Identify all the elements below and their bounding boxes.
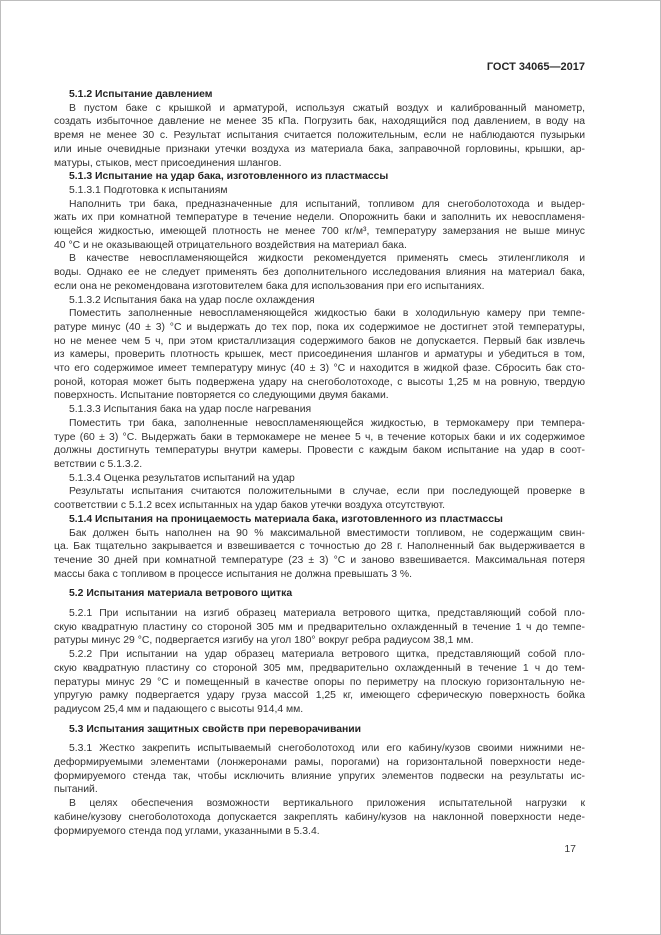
paragraph [54,797,585,838]
subclause-heading [54,294,585,308]
paragraph [54,648,585,717]
text-line: но не менее чем 5 ч, при этом кристаллизация содержимого баков не допускается. Первый бак извлечь [54,335,585,347]
page-number: 17 [564,843,576,855]
standard-number: ГОСТ 34065—2017 [486,61,585,73]
text-line: течение 30 дней при комнатной температуре (23 ± 3) °С и заново взвешивается. Максимальная потеря [54,554,585,566]
clause-heading [54,513,585,527]
text-line: деформируемыми элементами (лонжеронами рамы, порогами) на горизонтальной поверхности неде- [54,757,585,769]
text-line: Поместить заполненные невоспламеняющейся жидкостью баки в холодильную камеру при темпе- [69,308,585,320]
section-heading [54,587,585,601]
paragraph [54,607,585,648]
text-line: 5.1.3.2 Испытания бака на удар после охлаждения [69,294,315,306]
text-line: 5.3.1 Жестко закрепить испытываемый снегоболотоход или его кабину/кузов своими нижними не- [69,743,585,755]
clause-heading [54,170,585,184]
text-line: пытаний. [54,784,98,796]
text-line: из камеры, проверить плотность крышек, мест присоединения шлангов и арматуры и убедиться в том, [54,349,585,361]
paragraph [54,198,585,253]
text-line: ветствии с 5.1.3.2. [54,458,143,470]
paragraph [54,307,585,403]
text-line: В пустом баке с крышкой и арматурой, используя сжатый воздух и калиброванный манометр, [69,102,585,114]
text-line: роной, которая может быть подвержена удару на снегоболотоходе, с высоты 1,25 м на ровную, твердую [54,376,585,388]
subclause-heading [54,472,585,486]
text-line: соответствии с 5.1.2 всех испытанных на удар баков утечки воздуха отсутствуют. [54,500,446,512]
text-line: жать их при комнатной температуре в течение недели. Опорожнить баки и заполнить их невоспламеня- [54,212,585,224]
text-line: если она не рекомендована изготовителем бака для использования при его испытаниях. [54,280,485,292]
paragraph [54,417,585,472]
text-line: Бак должен быть наполнен на 90 % максимальной вместимости топливом, не содержащим свин- [69,527,585,539]
text-line: должны достигнуть температуры внутри камеры. Провести с каждым баком испытание на удар в соот- [54,445,585,457]
clause-heading [54,88,585,102]
text-line: 5.1.2 Испытание давлением [69,89,213,100]
text-line: 40 °С и не оказывающей отрицательного воздействия на материал бака. [54,239,407,251]
text-line: воды. Однако ее не следует применять без дополнительного исследования влияния на материал бака, [54,267,585,279]
paragraph [54,252,585,293]
text-line: радиусом 25,4 мм и падающего с высоты 914,4 мм. [54,703,304,715]
text-line: 5.1.3.3 Испытания бака на удар после нагревания [69,404,312,416]
text-line: В целях обеспечения возможности вертикального приложения испытательной нагрузки к [69,798,585,810]
paragraph [54,102,585,171]
text-line: 5.2 Испытания материала ветрового щитка [69,588,293,600]
text-line: создать избыточное давление не менее 35 кПа. Погрузить бак, находящийся под давлением, в воду на [54,116,585,128]
text-line: скую квадратную пластину со стороной 305 мм и предварительно охлажденный в течение 1 ч до темпе- [54,621,585,633]
text-line: В качестве невоспламеняющейся жидкости рекомендуется применять смесь этиленгликоля и [69,253,585,265]
text-line: формируемого стенда так, чтобы исключить влияние упругих элементов подвески на результаты ис- [54,770,585,782]
text-line: ратуры минус 29 °С, подвергается изгибу на угол 180° вокруг ребра радиусом 38,1 мм. [54,635,474,647]
text-line: массы бака с топливом в процессе испытания не должна превышать 3 %. [54,568,412,580]
text-line: матуры, стыков, мест присоединения шлангов. [54,157,282,169]
text-line: 5.2.1 При испытании на изгиб образец материала ветрового щитка, представляющий собой пло- [69,608,585,620]
text-line: 5.1.3.1 Подготовка к испытаниям [69,184,228,196]
paragraph [54,485,585,512]
text-line: упругую рамку подвергается удару груза массой 1,25 кг, имеющего сферическую поверхность бойка [54,690,585,702]
text-line: 5.2.2 При испытании на удар образец материала ветрового щитка, представляющий собой пло- [69,649,585,661]
page-footer [54,843,576,855]
text-line: Наполнить три бака, предназначенные для испытаний, топливом для снегоболотохода и выдер- [69,198,585,210]
text-line: 5.3 Испытания защитных свойств при переворачивании [69,723,362,735]
page-header [54,61,585,73]
text-line: формируемого стенда под углами, указанными в 5.3.4. [54,825,320,837]
text-line: 5.1.3.4 Оценка результатов испытаний на удар [69,472,295,484]
subclause-heading [54,184,585,198]
text-line: ца. Бак тщательно закрывается и взвешивается с точностью до 28 г. Наполненный бак выдерживается в [54,541,585,553]
text-line: пературы минус 29 °С и помещенный в качестве опоры по периметру на плоскую горизонтальную не- [54,676,585,688]
text-line: ратуре минус (40 ± 3) °С и выдержать до тех пор, пока их содержимое не достигнет этой температуры, [54,321,585,333]
text-line: поверхность. Испытание повторяется со следующими двумя баками. [54,390,389,402]
paragraph [54,742,585,797]
text-line: время не менее 30 с. Результат испытания считается положительным, если не наблюдаются пузырьки [54,130,585,142]
section-heading [54,723,585,737]
subclause-heading [54,403,585,417]
text-line: Поместить три бака, заполненные невоспламеняющейся жидкостью, в термокамеру при темпера- [69,417,585,429]
text-line: 5.1.4 Испытания на проницаемость материала бака, изготовленного из пластмассы [69,513,503,525]
document-body [54,88,585,838]
text-line: Результаты испытания считаются положительными в случае, если при последующей проверке в [69,486,585,498]
paragraph [54,527,585,582]
text-line: кабине/кузову снегоболотохода допускается закреплять кабину/кузов на наклонной поверхности неде- [54,811,585,823]
text-line: или иные очевидные признаки утечки воздуха из материала бака, заправочной горловины, крышки, ар- [54,143,585,155]
text-line: туре (60 ± 3) °С. Выдержать баки в термокамере не менее 5 ч, в течение которых баки и их содержимое [54,431,585,443]
text-line: 5.1.3 Испытание на удар бака, изготовленного из пластмассы [69,171,389,183]
text-line: скую квадратную пластину со стороной 305 мм, предварительно охлажденный в течение 1 ч до тем- [54,662,585,674]
text-line: что его содержимое имеет температуру минус (40 ± 3) °С и находится в жидкой фазе. Сбросить бак сто- [54,363,585,375]
text-line: ющейся жидкостью, имеющей плотность не менее 700 кг/м³, температуру замерзания не выше минус [54,226,585,238]
